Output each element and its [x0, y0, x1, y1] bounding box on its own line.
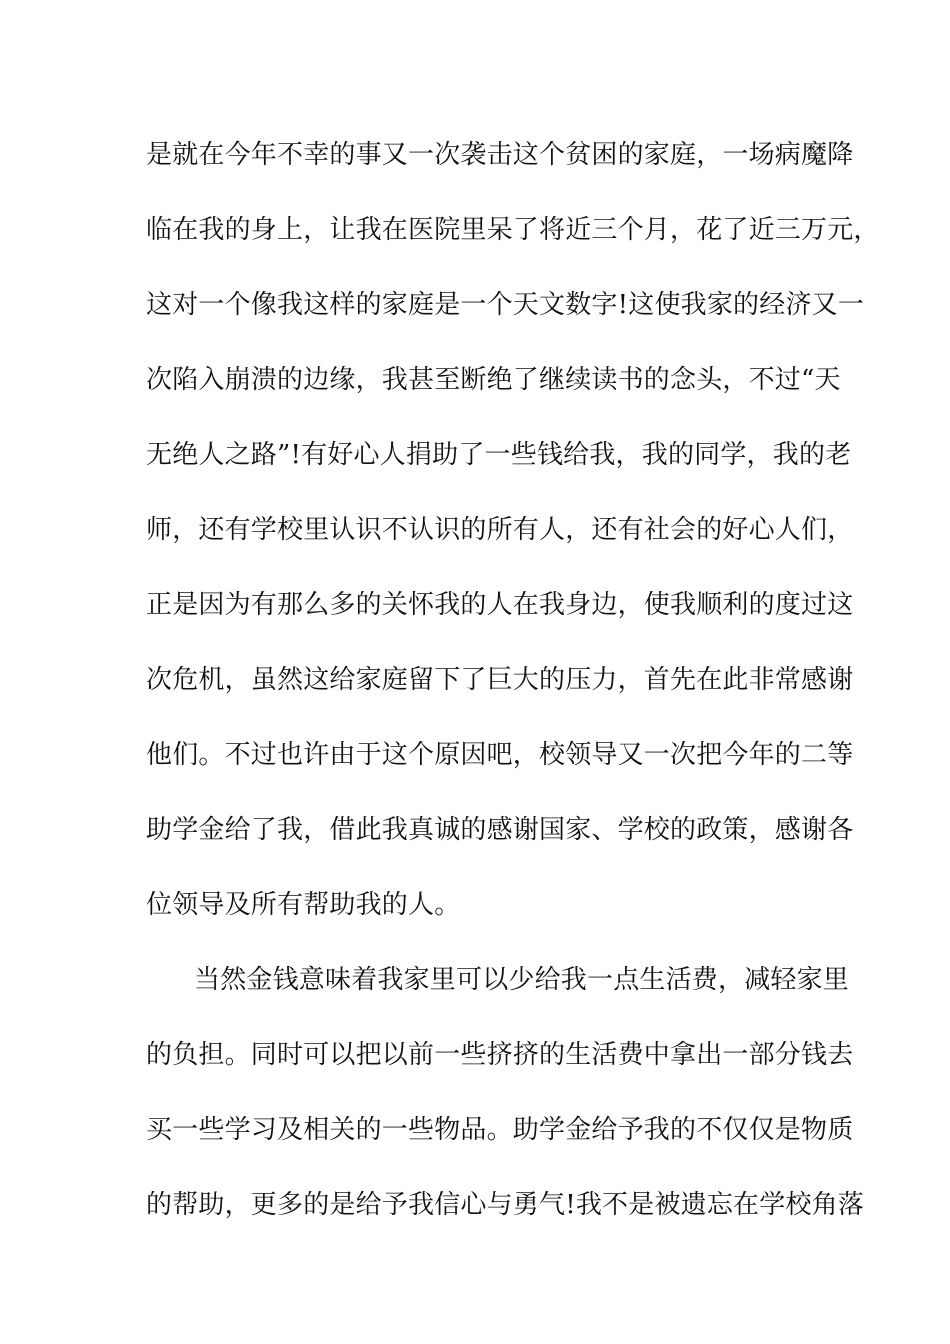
paragraph-1-line-10: 助学金给了我，借此我真诚的感谢国家、学校的政策，感谢各 [146, 815, 854, 845]
paragraph-1-line-1: 是就在今年不幸的事又一次袭击这个贫困的家庭，一场病魔降 [146, 140, 854, 170]
paragraph-1-line-6: 师，还有学校里认识不认识的所有人，还有社会的好心人们， [146, 515, 854, 545]
paragraph-2-line-4: 的帮助，更多的是给予我信心与勇气!我不是被遗忘在学校角落 [146, 1190, 865, 1220]
paragraph-2-line-3: 买一些学习及相关的一些物品。助学金给予我的不仅仅是物质 [146, 1115, 854, 1145]
paragraph-1-line-4: 次陷入崩溃的边缘，我甚至断绝了继续读书的念头，不过“天 [146, 365, 841, 395]
paragraph-1-line-2: 临在我的身上，让我在医院里呆了将近三个月，花了近三万元， [146, 215, 880, 245]
paragraph-1-line-8: 次危机，虽然这给家庭留下了巨大的压力，首先在此非常感谢 [146, 665, 854, 695]
paragraph-1-line-7: 正是因为有那么多的关怀我的人在我身边，使我顺利的度过这 [146, 590, 854, 620]
paragraph-1-line-9: 他们。不过也许由于这个原因吧，校领导又一次把今年的二等 [146, 740, 854, 770]
document-body [146, 126, 880, 1251]
paragraph-2-line-2: 的负担。同时可以把以前一些挤挤的生活费中拿出一部分钱去 [146, 1040, 854, 1070]
paragraph-1-line-11: 位领导及所有帮助我的人。 [146, 890, 461, 920]
paragraph-1-line-3: 这对一个像我这样的家庭是一个天文数字!这使我家的经济又一 [146, 290, 865, 320]
paragraph-2-line-1: 当然金钱意味着我家里可以少给我一点生活费，减轻家里 [194, 965, 850, 995]
paragraph-1-line-5: 无绝人之路”!有好心人捐助了一些钱给我，我的同学，我的老 [146, 440, 852, 470]
